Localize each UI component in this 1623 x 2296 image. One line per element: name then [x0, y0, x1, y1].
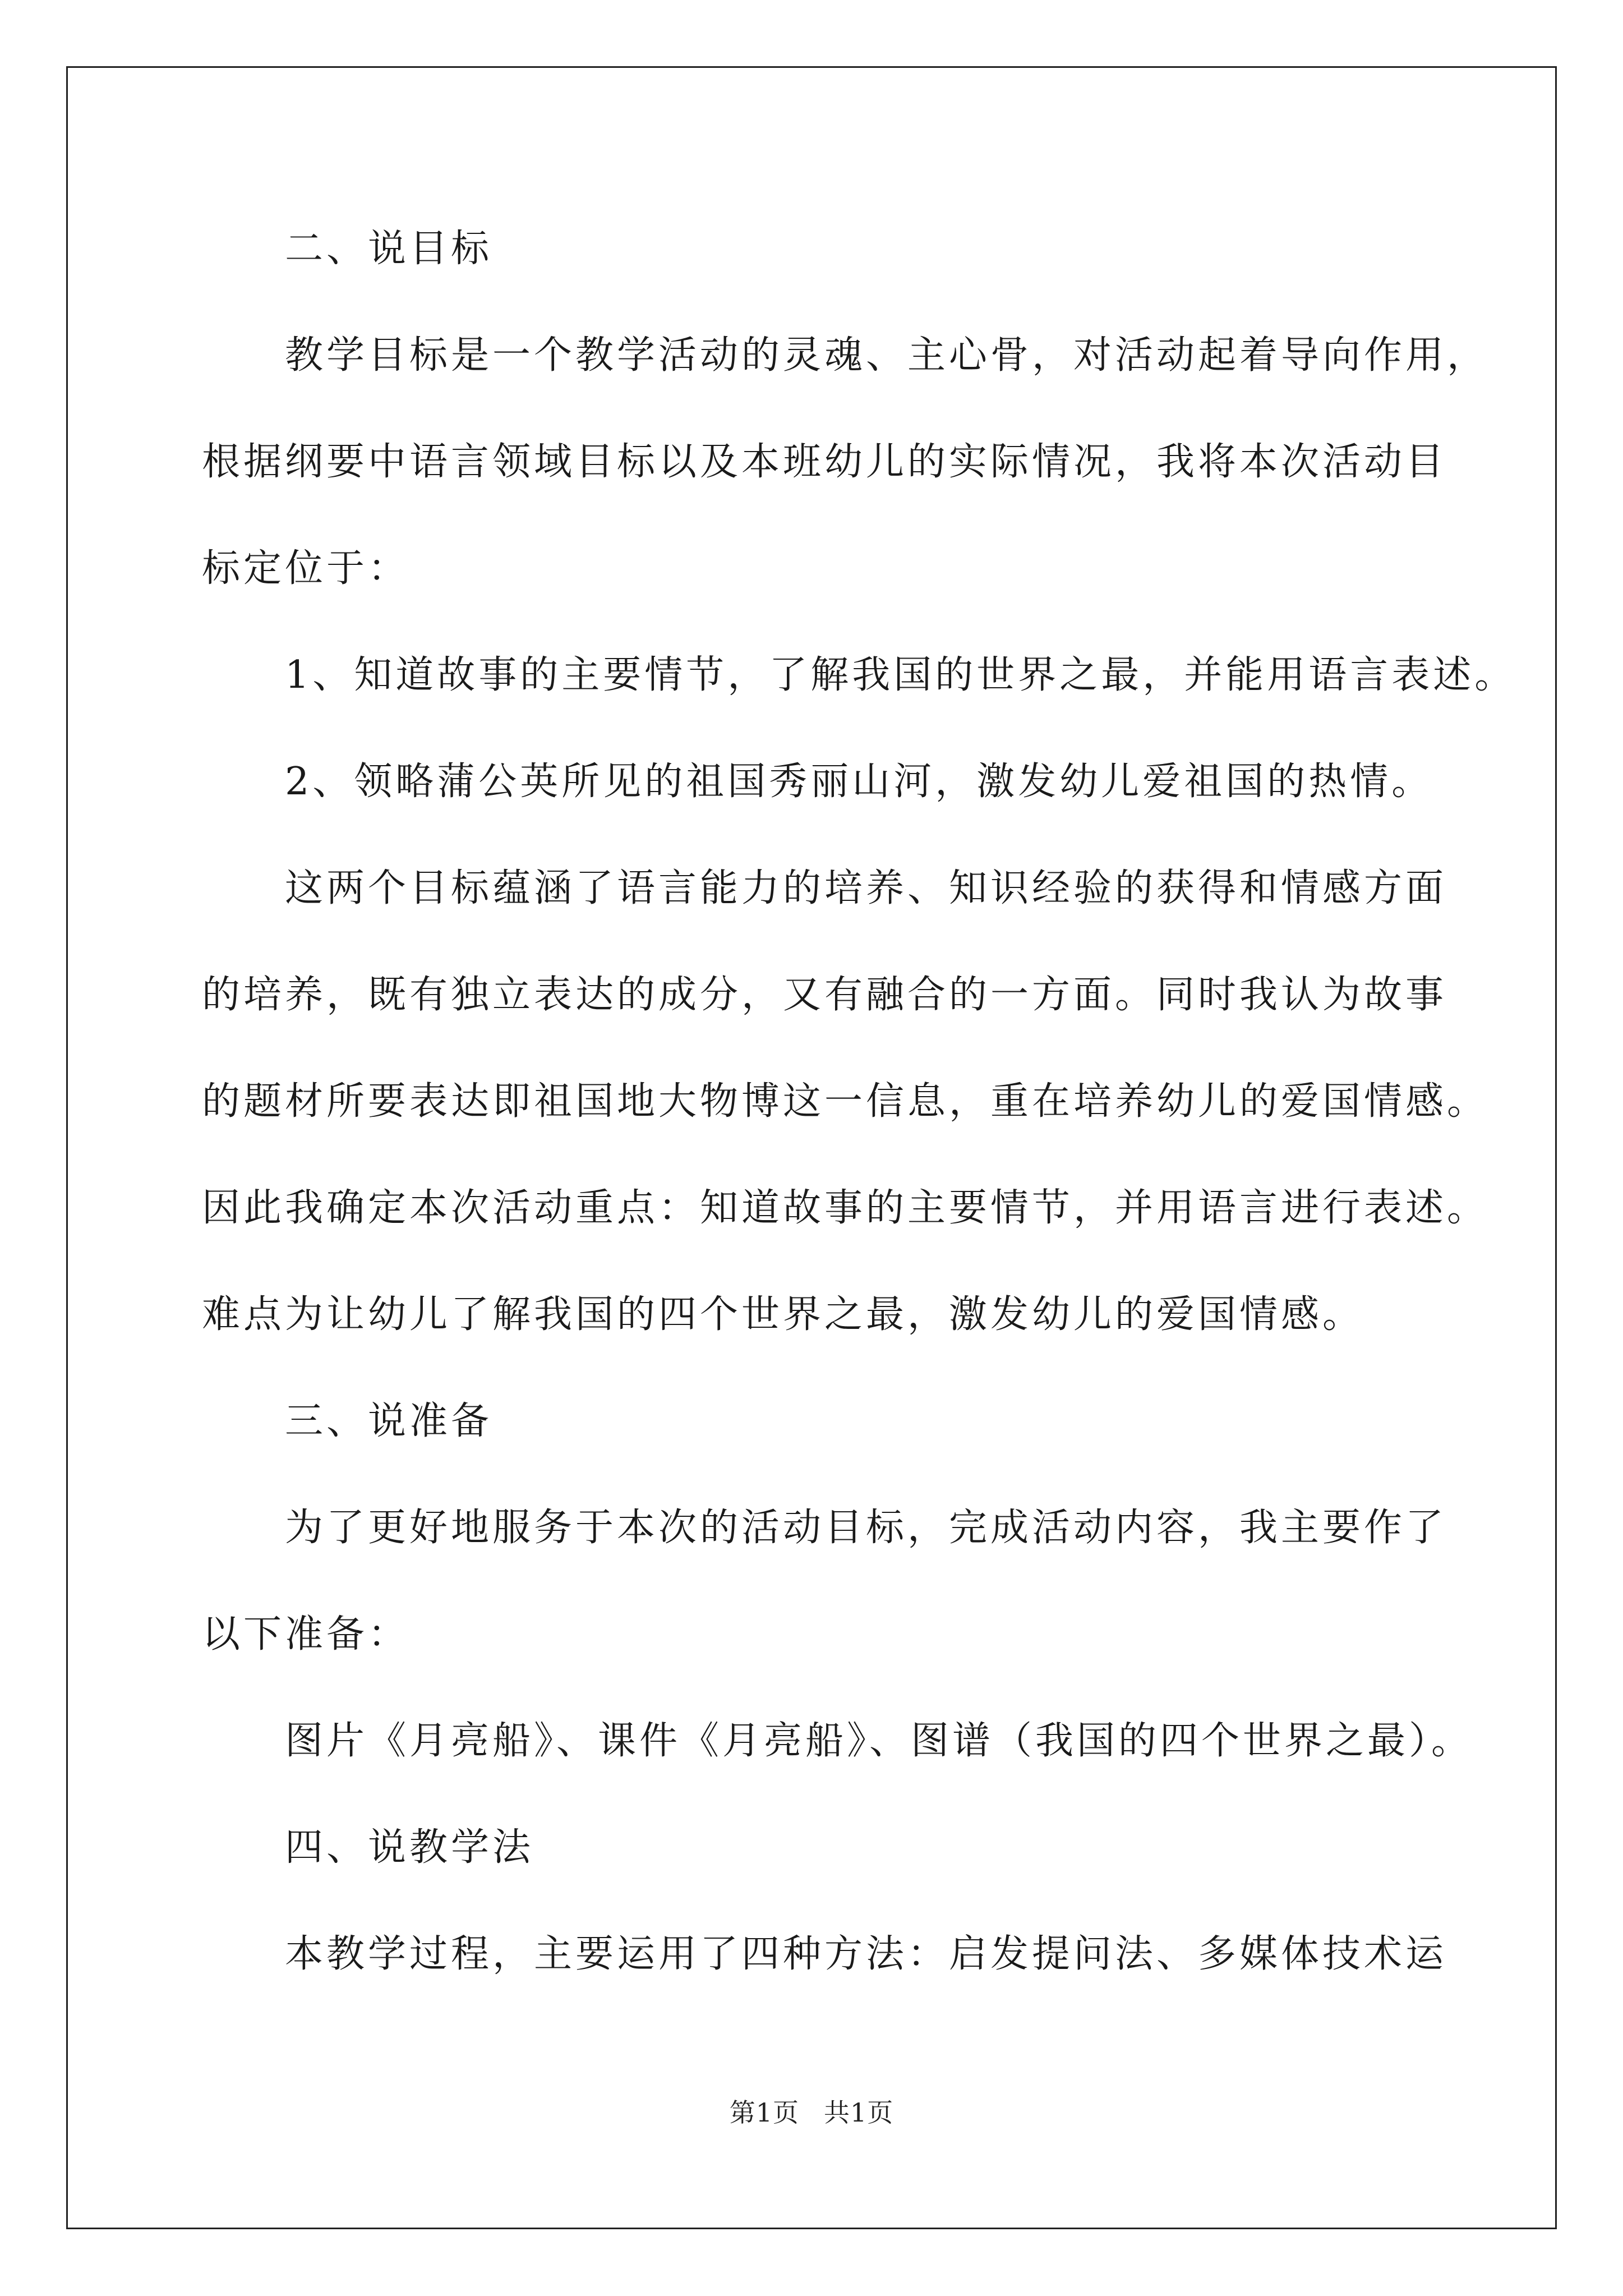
- paragraph-line: 根据纲要中语言领域目标以及本班幼儿的实际情况，我将本次活动目: [202, 440, 1447, 484]
- paragraph-line: 的培养，既有独立表达的成分，又有融合的一方面。同时我认为故事: [202, 973, 1447, 1017]
- paragraph-line: 这两个目标蕴涵了语言能力的培养、知识经验的获得和情感方面: [285, 866, 1447, 910]
- paragraph-line: 标定位于：: [202, 546, 410, 591]
- heading-goals: 二、说目标: [285, 227, 493, 271]
- heading-preparation: 三、说准备: [285, 1399, 493, 1443]
- heading-teaching-methods: 四、说教学法: [285, 1825, 534, 1870]
- goal-item-1: 1、知道故事的主要情节，了解我国的世界之最，并能用语言表述。: [285, 653, 1516, 697]
- page-total: 共1页: [824, 2097, 894, 2128]
- goal-item-2: 2、领略蒲公英所见的祖国秀丽山河，激发幼儿爱祖国的热情。: [285, 760, 1433, 804]
- paragraph-line: 为了更好地服务于本次的活动目标，完成活动内容，我主要作了: [285, 1506, 1447, 1550]
- paragraph-line: 以下准备：: [202, 1612, 410, 1657]
- page-border: [66, 66, 1557, 2229]
- paragraph-line: 本教学过程，主要运用了四种方法：启发提问法、多媒体技术运: [285, 1932, 1447, 1976]
- paragraph-line: 的题材所要表达即祖国地大物博这一信息，重在培养幼儿的爱国情感。: [202, 1079, 1489, 1124]
- paragraph-line: 难点为让幼儿了解我国的四个世界之最，激发幼儿的爱国情感。: [202, 1292, 1364, 1337]
- page-number: 第1页: [729, 2097, 799, 2128]
- paragraph-line: 因此我确定本次活动重点：知道故事的主要情节，并用语言进行表述。: [202, 1186, 1489, 1230]
- page-footer: [0, 2092, 1623, 2129]
- paragraph-line: 图片《月亮船》、课件《月亮船》、图谱（我国的四个世界之最）。: [285, 1719, 1473, 1763]
- paragraph-line: 教学目标是一个教学活动的灵魂、主心骨，对活动起着导向作用，: [285, 333, 1489, 378]
